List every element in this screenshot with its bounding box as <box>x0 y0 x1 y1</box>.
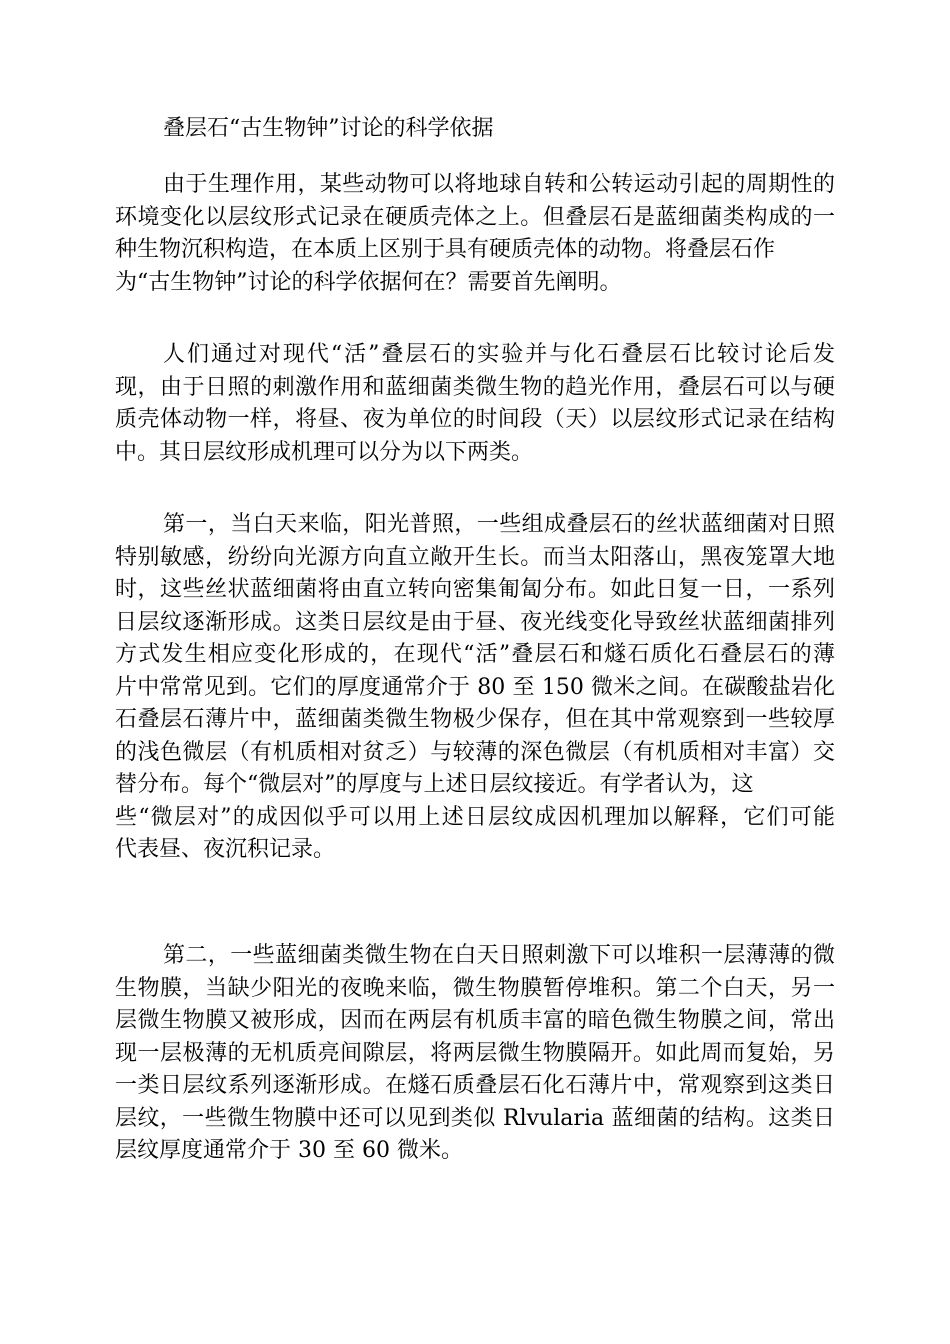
paragraph-line: 现一层极薄的无机质亮间隙层，将两层微生物膜隔开。如此周而复始，另 <box>115 1040 835 1066</box>
paragraph-line: 些“微层对”的成因似乎可以用上述日层纹成因机理加以解释，它们可能 <box>115 804 835 830</box>
paragraph-line: 石叠层石薄片中，蓝细菌类微生物极少保存，但在其中常观察到一些较厚 <box>115 707 835 732</box>
paragraph-line: 质壳体动物一样，将昼、夜为单位的时间段（天）以层纹形式记录在结构 <box>115 407 835 432</box>
paragraph-line: 时，这些丝状蓝细菌将由直立转向密集匍匐分布。如此日复一日，一系列 <box>115 577 835 602</box>
paragraph-line: 层纹，一些微生物膜中还可以见到类似 Rlvularia 蓝细菌的结构。这类日 <box>115 1105 835 1131</box>
paragraph-line: 的浅色微层（有机质相对贫乏）与较薄的深色微层（有机质相对丰富）交 <box>115 739 835 765</box>
paragraph-line: 第二，一些蓝细菌类微生物在白天日照刺激下可以堆积一层薄薄的微 <box>163 943 835 968</box>
paragraph-line: 中。其日层纹形成机理可以分为以下两类。 <box>115 439 534 465</box>
paragraph-line: 替分布。每个“微层对”的厚度与上述日层纹接近。有学者认为，这 <box>115 772 754 797</box>
paragraph-line: 一类日层纹系列逐渐形成。在燧石质叠层石化石薄片中，常观察到这类日 <box>115 1073 835 1098</box>
paragraph-line: 环境变化以层纹形式记录在硬质壳体之上。但叠层石是蓝细菌类构成的一 <box>115 204 835 230</box>
paragraph-line: 为“古生物钟”讨论的科学依据何在？需要首先阐明。 <box>115 269 622 295</box>
paragraph-line: 种生物沉积构造，在本质上区别于具有硬质壳体的动物。将叠层石作 <box>115 237 776 262</box>
paragraph-line: 片中常常见到。它们的厚度通常介于 80 至 150 微米之间。在碳酸盐岩化 <box>115 674 835 700</box>
paragraph-line: 生物膜，当缺少阳光的夜晚来临，微生物膜暂停堆积。第二个白天，另一 <box>115 975 835 1001</box>
paragraph-line: 层微生物膜又被形成，因而在两层有机质丰富的暗色微生物膜之间，常出 <box>115 1008 835 1033</box>
paragraph-1 <box>115 169 835 299</box>
paragraph-line: 代表昼、夜沉积记录。 <box>115 837 336 862</box>
paragraph-line: 特别敏感，纷纷向光源方向直立敞开生长。而当太阳落山，黑夜笼罩大地 <box>115 544 835 570</box>
paragraph-line: 方式发生相应变化形成的，在现代“活”叠层石和燧石质化石叠层石的薄 <box>115 642 835 667</box>
document-title: 叠层石“古生物钟”讨论的科学依据 <box>163 116 494 141</box>
paragraph-4 <box>115 940 835 1168</box>
paragraph-line: 第一，当白天来临，阳光普照，一些组成叠层石的丝状蓝细菌对日照 <box>163 512 835 537</box>
paragraph-line: 日层纹逐渐形成。这类日层纹是由于昼、夜光线变化导致丝状蓝细菌排列 <box>115 609 835 635</box>
paragraph-line: 现，由于日照的刺激作用和蓝细菌类微生物的趋光作用，叠层石可以与硬 <box>115 374 835 400</box>
paragraph-3 <box>115 509 835 867</box>
paragraph-line: 由于生理作用，某些动物可以将地球自转和公转运动引起的周期性的 <box>163 172 835 197</box>
paragraph-line: 层纹厚度通常介于 30 至 60 微米。 <box>115 1138 463 1163</box>
paragraph-line: 人们通过对现代“活”叠层石的实验并与化石叠层石比较讨论后发 <box>163 342 835 367</box>
paragraph-2 <box>115 339 835 469</box>
